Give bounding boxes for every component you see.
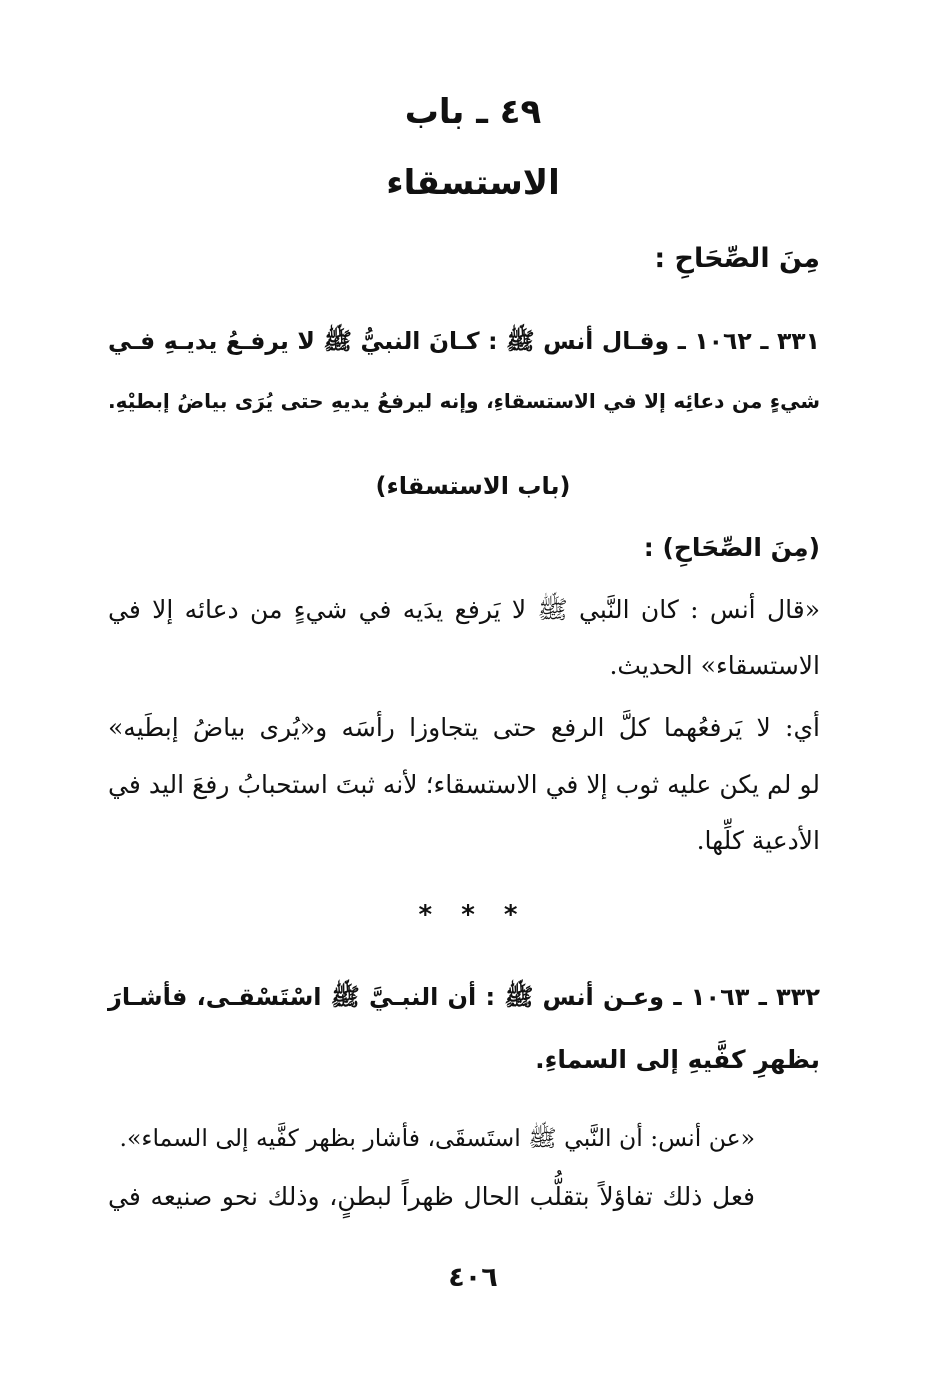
commentary-332-line-2: فعل ذلك تفاؤلاً بتقلُّب الحال ظهراً لبطنٍ، وذلك نحو صنيعه في bbox=[108, 1182, 755, 1211]
section-separator-stars: * * * bbox=[418, 900, 528, 930]
commentary-331-line-1: «قال أنس : كان النَّبي ﷺ لا يَرفع يدَيه في شيءٍ من دعائه إلا في bbox=[108, 595, 820, 624]
section-label-sihah: مِنَ الصِّحَاحِ : bbox=[654, 243, 820, 274]
hadith-331-line-1: ٣٣١ ـ ١٠٦٢ ـ وقـال أنس ﷺ : كـانَ النبيُّ ﷺ لا يرفـعُ يديـهِ فـي bbox=[108, 327, 820, 355]
chapter-number-heading: ٤٩ ـ باب bbox=[404, 92, 542, 132]
commentary-331-line-3: أي: لا يَرفعُهما كلَّ الرفع حتى يتجاوزا رأسَه و«يُرى بياضُ إبطَيه» bbox=[108, 713, 820, 742]
commentary-331-line-4: لو لم يكن عليه ثوب إلا في الاستسقاء؛ لأنه ثبتَ استحبابُ رفعَ اليد في bbox=[108, 770, 820, 799]
hadith-331-line-2: شيءٍ من دعائِه إلا في الاستسقاءِ، وإنه ليرفعُ يديهِ حتى يُرَى بياضُ إبطيْهِ. bbox=[108, 389, 820, 413]
commentary-331-line-5: الأدعية كلِّها. bbox=[696, 826, 820, 855]
commentary-section-label: (مِنَ الصِّحَاحِ) : bbox=[643, 533, 820, 562]
chapter-title: الاستسقاء bbox=[386, 163, 560, 203]
commentary-heading: (باب الاستسقاء) bbox=[375, 472, 571, 500]
commentary-332-line-1: «عن أنس: أن النَّبي ﷺ استَسقَى، فأشار بظهر كفَّيه إلى السماء». bbox=[119, 1124, 755, 1152]
commentary-331-line-2: الاستسقاء» الحديث. bbox=[609, 651, 820, 680]
hadith-332-line-2: بظهرِ كفَّيهِ إلى السماءِ. bbox=[535, 1045, 820, 1074]
page-number: ٤٠٦ bbox=[448, 1262, 498, 1293]
hadith-332-line-1: ٣٣٢ ـ ١٠٦٣ ـ وعـن أنس ﷺ : أن النبـيَّ ﷺ اسْتَسْقـى، فأشـارَ bbox=[108, 983, 820, 1011]
